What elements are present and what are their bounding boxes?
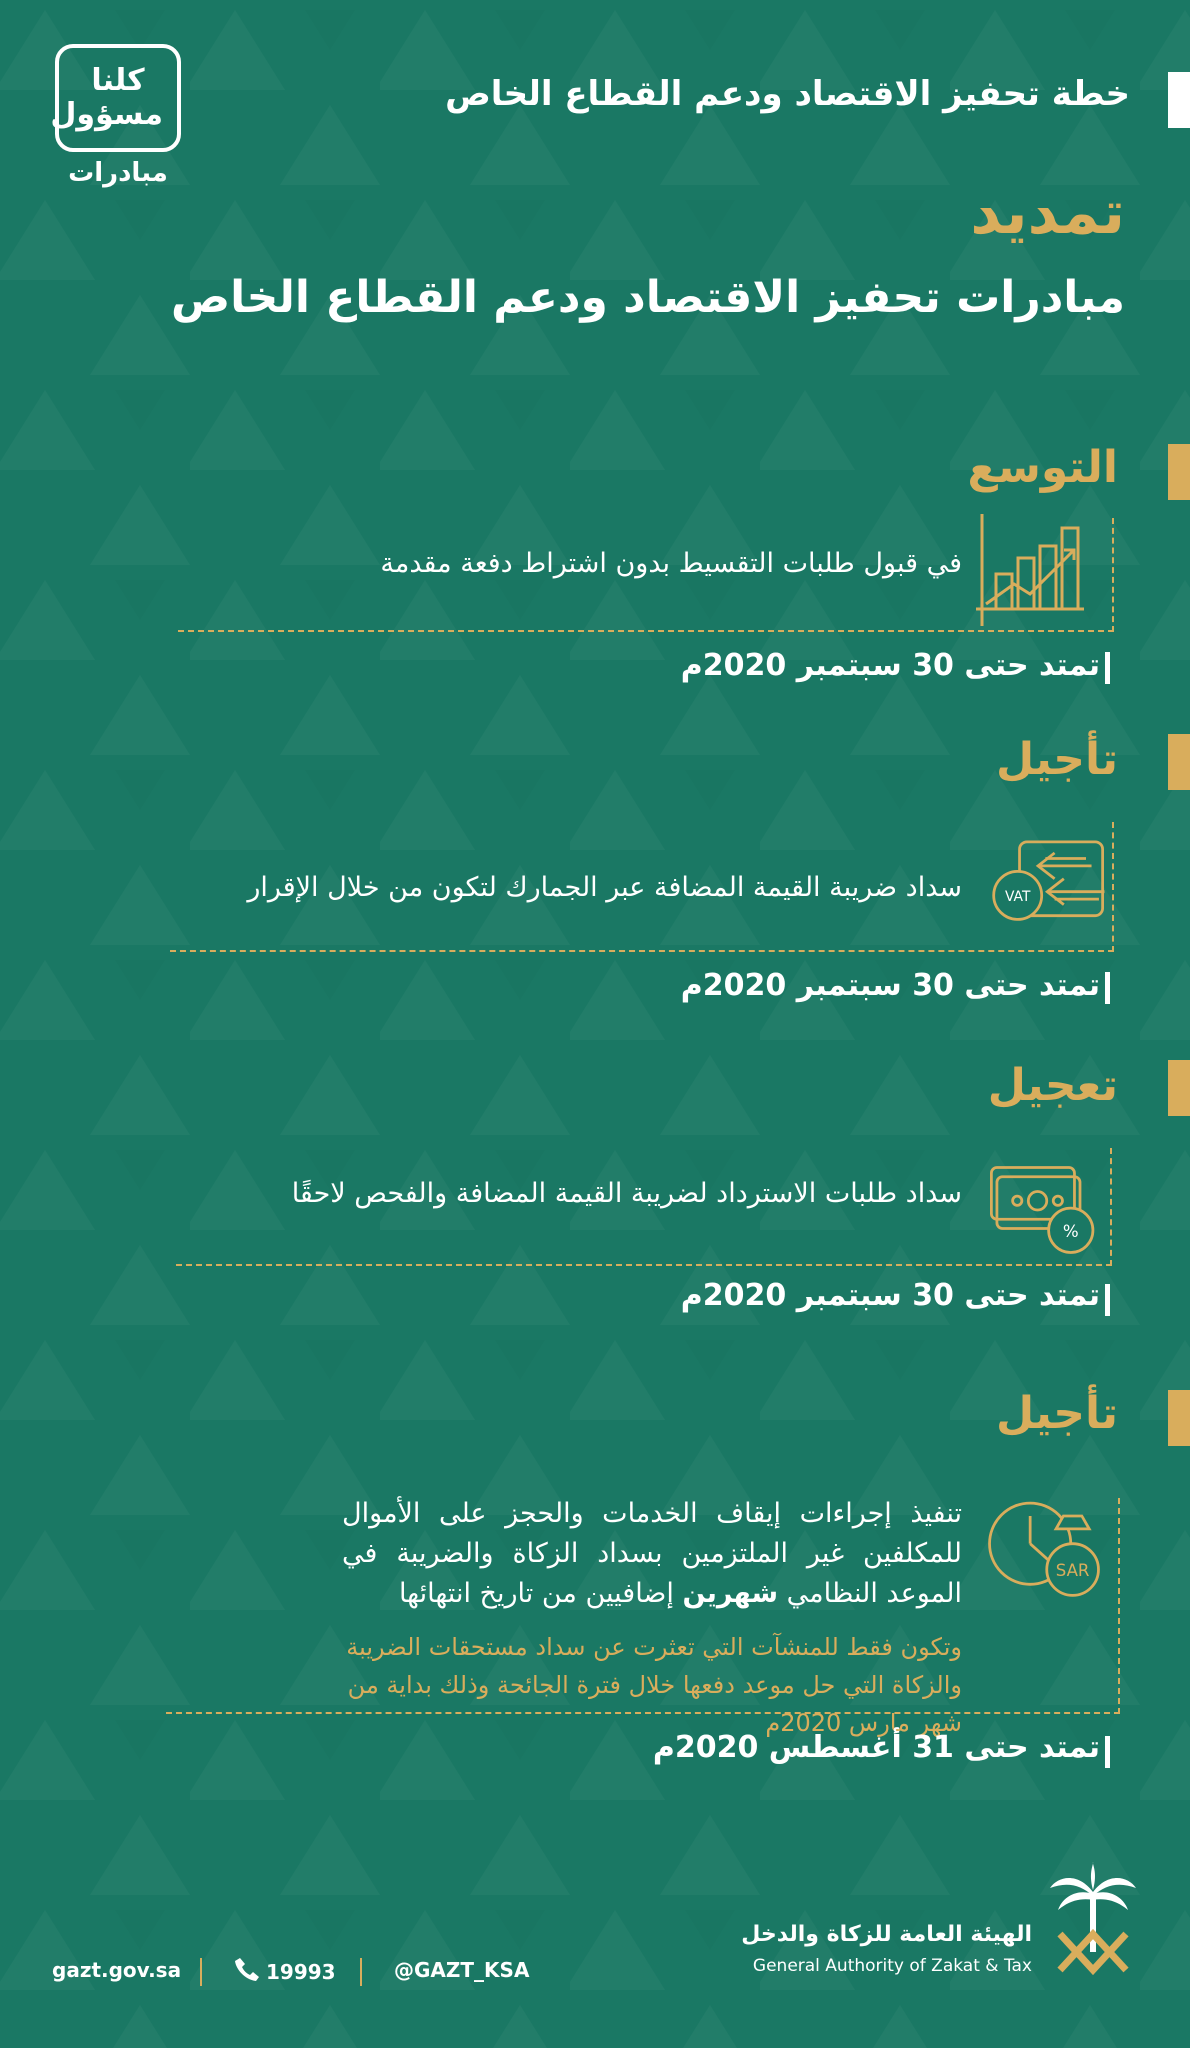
extend-date: تمتد حتى 31 أغسطس 2020م: [652, 1730, 1100, 1765]
section-accent-bar: [1168, 1390, 1190, 1446]
logo-sub-text: مبادرات: [68, 158, 168, 188]
intro-gold-title: تمديد: [970, 178, 1125, 248]
vat-label: VAT: [1004, 888, 1031, 905]
phone-icon: [232, 1954, 262, 1984]
clock-money-bag-icon: [984, 1492, 1104, 1612]
section-text: سداد ضريبة القيمة المضافة عبر الجمارك لتكون من خلال الإقرار: [247, 872, 962, 903]
section-title: تأجيل: [996, 734, 1118, 785]
extend-marker: [1105, 1736, 1110, 1768]
gazt-palm-logo-icon: [1048, 1862, 1138, 1978]
intro-subtitle: مبادرات تحفيز الاقتصاد ودعم القطاع الخاص: [170, 272, 1125, 323]
website-link[interactable]: gazt.gov.sa: [52, 1958, 182, 1982]
extend-marker: [1105, 652, 1110, 684]
org-name-en: General Authority of Zakat & Tax: [752, 1956, 1032, 1976]
section-title: التوسع: [967, 442, 1118, 493]
section-text: في قبول طلبات التقسيط بدون اشتراط دفعة مقدمة: [380, 548, 962, 579]
extend-marker: [1105, 1284, 1110, 1316]
extend-date: تمتد حتى 30 سبتمبر 2020م: [680, 648, 1100, 683]
vat-transfer-icon: [990, 828, 1110, 948]
footer-divider: [360, 1958, 362, 1986]
phone-number[interactable]: 19993: [266, 1960, 336, 1984]
logo-main-text: كلنا مسؤول: [50, 63, 163, 132]
twitter-handle[interactable]: @GAZT_KSA: [394, 1958, 530, 1982]
extend-date: تمتد حتى 30 سبتمبر 2020م: [680, 968, 1100, 1003]
refund-money-icon: [984, 1150, 1104, 1270]
extend-date: تمتد حتى 30 سبتمبر 2020م: [680, 1278, 1100, 1313]
percent-label: %: [1062, 1221, 1079, 1241]
section-text: سداد طلبات الاسترداد لضريبة القيمة المضافة والفحص لاحقًا: [291, 1178, 962, 1209]
header-title: خطة تحفيز الاقتصاد ودعم القطاع الخاص: [445, 74, 1130, 114]
org-name-ar: الهيئة العامة للزكاة والدخل: [741, 1922, 1032, 1947]
section-text-part: تنفيذ إجراءات إيقاف الخدمات والحجز على الأموال للمكلفين غير الملتزمين بسداد الزكاة والضريبة في الموعد النظامي: [342, 1498, 962, 1609]
section-accent-bar: [1168, 734, 1190, 790]
chart-growth-icon: [974, 514, 1094, 634]
kulluna-masool-logo: [50, 44, 190, 194]
section-note: وتكون فقط للمنشآت التي تعثرت عن سداد مستحقات الضريبة والزكاة التي حل موعد دفعها خلال فترة الجائحة وذلك بداية من شهر مارس 2020م: [346, 1633, 962, 1737]
section-text: [342, 1494, 962, 1614]
section-accent-bar: [1168, 444, 1190, 500]
header-accent-bar: [1168, 72, 1190, 128]
footer-divider: [200, 1958, 202, 1986]
section-accent-bar: [1168, 1060, 1190, 1116]
section-title: تأجيل: [996, 1388, 1118, 1439]
sar-label: SAR: [1055, 1561, 1090, 1580]
section-text-part: إضافيين من تاريخ انتهائها: [398, 1578, 683, 1609]
extend-marker: [1105, 972, 1110, 1004]
section-text-bold: شهرين: [682, 1578, 779, 1609]
section-title: تعجيل: [987, 1060, 1118, 1111]
